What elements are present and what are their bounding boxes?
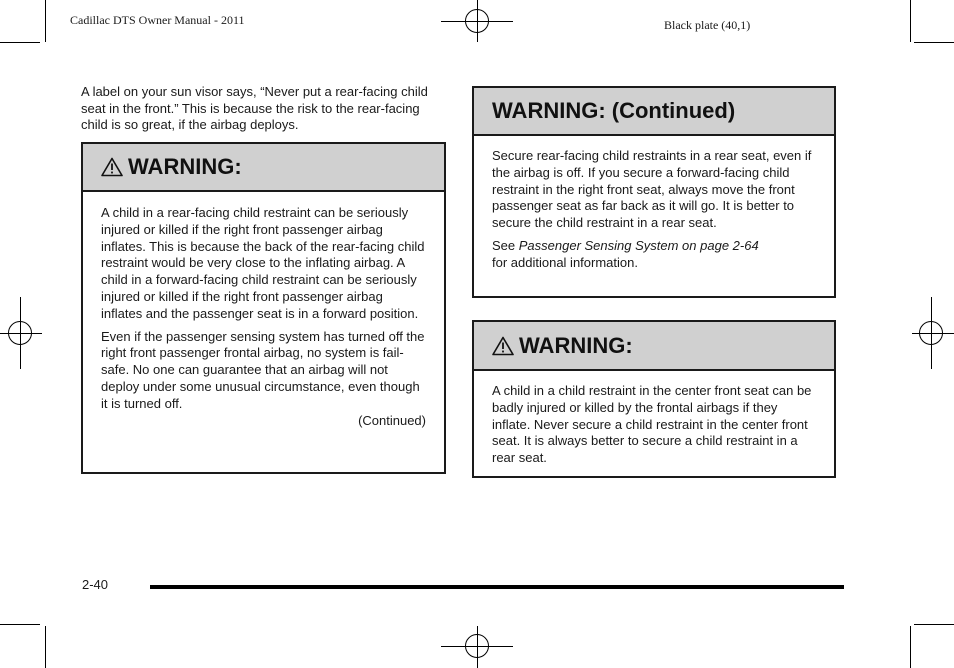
see-prefix: See xyxy=(492,237,519,253)
crop-mark-bottom-left-h xyxy=(0,624,40,625)
warning-paragraph: Even if the passenger sensing system has turned off the right front passenger frontal airbag, no system is fail-safe. No one can guarantee that an airbag will not deploy under some unusual circumstance, even though it is turned off. xyxy=(101,328,425,411)
footer-rule xyxy=(150,585,844,589)
cross-reference-paragraph xyxy=(492,238,816,272)
warning-triangle-icon xyxy=(492,336,514,356)
warning-title: WARNING: xyxy=(519,332,633,358)
warning-box-center-seat xyxy=(472,320,836,478)
reg-mark-left-circle xyxy=(8,321,32,345)
intro-paragraph: A label on your sun visor says, “Never put a rear-facing child seat in the front.” This is because the risk to the rear-facing child is so great, if the airbag deploys. xyxy=(81,84,428,133)
warning-box-continued xyxy=(472,86,836,298)
page-number: 2-40 xyxy=(82,577,109,592)
warning-body xyxy=(83,192,444,429)
warning-body xyxy=(474,136,834,272)
crop-mark-top-right-v xyxy=(910,0,911,42)
warning-box-airbag-rear-facing xyxy=(81,142,446,474)
crop-mark-top-left-h xyxy=(0,42,40,43)
see-suffix: for additional information. xyxy=(492,254,638,270)
warning-triangle-icon xyxy=(101,157,123,177)
running-header-title: Cadillac DTS Owner Manual - 2011 xyxy=(70,13,245,27)
crop-mark-bottom-left-v xyxy=(45,626,46,668)
warning-title: WARNING: (Continued) xyxy=(492,98,736,123)
warning-body xyxy=(474,371,834,467)
crop-mark-top-right-h xyxy=(914,42,954,43)
cross-reference-link[interactable]: Passenger Sensing System on page 2-64 xyxy=(518,237,759,253)
crop-mark-bottom-right-h xyxy=(914,624,954,625)
reg-mark-top-circle xyxy=(465,9,489,33)
crop-mark-top-left-v xyxy=(45,0,46,42)
plate-label: Black plate (40,1) xyxy=(664,18,751,32)
warning-paragraph: Secure rear-facing child restraints in a rear seat, even if the airbag is off. If you secure a forward-facing child restraint in the right front seat, always move the front passenger seat as far back as it will go. It is better to secure the child restraint in a rear seat. xyxy=(492,148,812,231)
warning-header xyxy=(83,144,444,192)
warning-header xyxy=(474,88,834,136)
warning-paragraph: A child in a rear-facing child restraint can be seriously injured or killed if the right front passenger airbag inflates. This is because the back of the rear-facing child restraint would be very close to the inflating airbag. A child in a forward-facing child restraint can be seriously injured or killed if the right front passenger airbag inflates and the passenger seat is in a forward position. xyxy=(101,205,425,321)
warning-header xyxy=(474,322,834,371)
crop-mark-bottom-right-v xyxy=(910,626,911,668)
reg-mark-right-circle xyxy=(919,321,943,345)
continued-note: (Continued) xyxy=(358,412,426,428)
warning-paragraph: A child in a child restraint in the center front seat can be badly injured or killed by the frontal airbags if they inflate. Never secure a child restraint in the center front seat. It is always better to secure a child restraint in a rear seat. xyxy=(492,383,812,466)
warning-title: WARNING: xyxy=(128,154,242,179)
reg-mark-bottom-circle xyxy=(465,634,489,658)
